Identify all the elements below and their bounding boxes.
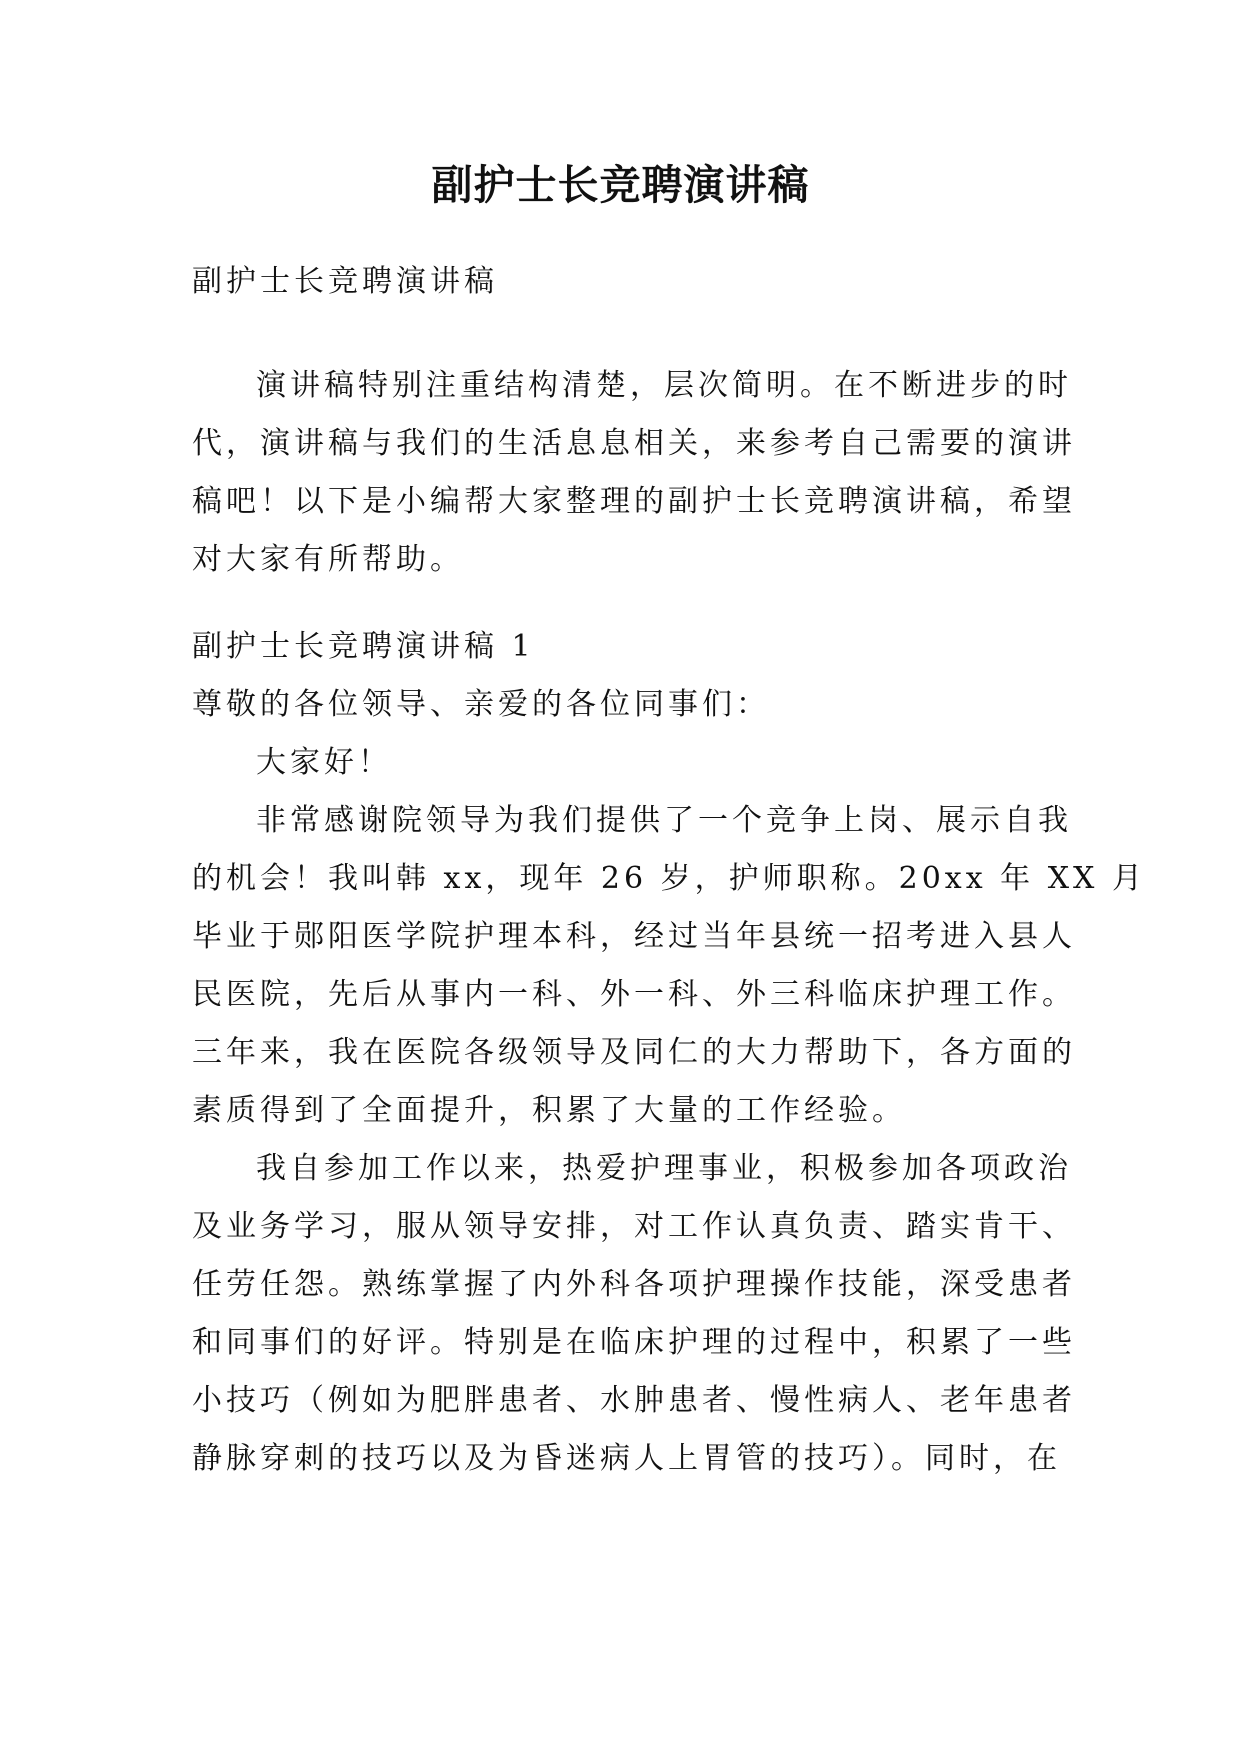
- paragraph-line: 任劳任怨。熟练掌握了内外科各项护理操作技能，深受患者: [192, 1267, 1076, 1302]
- paragraph-line: 我自参加工作以来，热爱护理事业，积极参加各项政治: [256, 1151, 1072, 1186]
- salutation: 尊敬的各位领导、亲爱的各位同事们：: [192, 687, 770, 722]
- paragraph-line: 三年来，我在医院各级领导及同仁的大力帮助下，各方面的: [192, 1035, 1076, 1070]
- document-subtitle: [192, 253, 1072, 311]
- paragraph-line: 演讲稿特别注重结构清楚，层次简明。在不断进步的时: [256, 368, 1072, 403]
- paragraph-line: 毕业于郧阳医学院护理本科，经过当年县统一招考进入县人: [192, 919, 1076, 954]
- section-heading: 副护士长竞聘演讲稿 1: [192, 629, 535, 664]
- paragraph-line: 对大家有所帮助。: [192, 542, 464, 577]
- greeting: 大家好！: [256, 745, 392, 780]
- paragraph-line: 稿吧！以下是小编帮大家整理的副护士长竞聘演讲稿，希望: [192, 484, 1076, 519]
- paragraph-line: 小技巧（例如为肥胖患者、水肿患者、慢性病人、老年患者: [192, 1383, 1076, 1418]
- paragraph-line: 非常感谢院领导为我们提供了一个竞争上岗、展示自我: [256, 803, 1072, 838]
- paragraph-line: 素质得到了全面提升，积累了大量的工作经验。: [192, 1093, 906, 1128]
- intro-paragraph: [192, 357, 1076, 589]
- document-title: 副护士长竞聘演讲稿: [431, 161, 810, 209]
- speech-section: [192, 618, 1146, 1488]
- paragraph-line: 和同事们的好评。特别是在临床护理的过程中，积累了一些: [192, 1325, 1076, 1360]
- paragraph-line: 及业务学习，服从领导安排，对工作认真负责、踏实肯干、: [192, 1209, 1076, 1244]
- paragraph-line: 静脉穿刺的技巧以及为昏迷病人上胃管的技巧）。同时，在: [192, 1441, 1061, 1476]
- paragraph-line: 代，演讲稿与我们的生活息息相关，来参考自己需要的演讲: [192, 426, 1076, 461]
- paragraph-line: 民医院，先后从事内一科、外一科、外三科临床护理工作。: [192, 977, 1076, 1012]
- subtitle-line: 副护士长竞聘演讲稿: [192, 264, 498, 299]
- paragraph-line: 的机会！我叫韩 xx，现年 26 岁，护师职称。20xx 年 XX 月: [192, 861, 1146, 896]
